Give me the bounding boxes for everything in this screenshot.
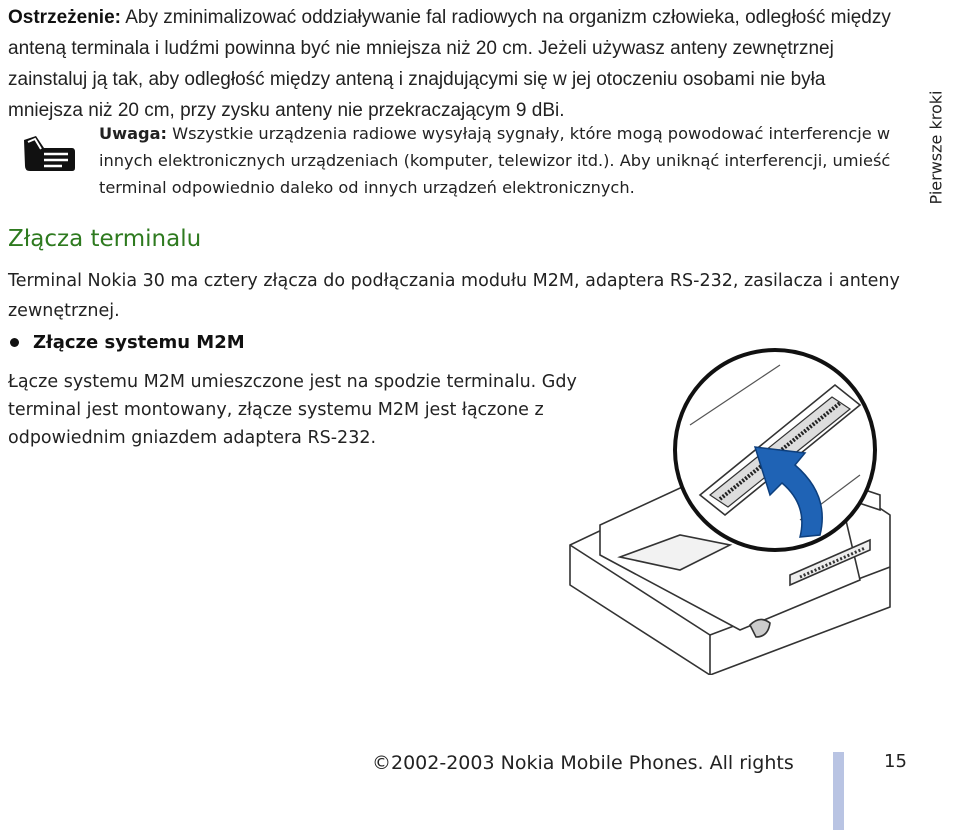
page-number: 15 — [884, 751, 907, 772]
note-hand-icon — [22, 134, 76, 172]
section-body: Łącze systemu M2M umieszczone jest na spodzie terminalu. Gdy terminal jest montowany, złącze systemu M2M jest łączone z odpowiednim gniazdem adaptera RS-232. — [8, 372, 577, 448]
section-title: Złącza terminalu — [8, 226, 202, 252]
warning-text: Aby zminimalizować oddziaływanie fal radiowych na organizm człowieka, odległość między anteną terminala i ludźmi powinna być nie mniejsza niż 20 cm. Jeżeli używasz anteny zewnętrznej zainstaluj ją tak, aby odległość między anteną i znajdującymi się w jej otoczeniu osobami nie była mniejsza niż 20 cm, przy zysku anteny nie przekraczającym 9 dBi. — [8, 7, 891, 121]
note-label: Uwaga: — [99, 124, 168, 143]
bullet-dot — [10, 338, 19, 347]
bullet-label: Złącze systemu M2M — [33, 332, 245, 353]
section-intro: Terminal Nokia 30 ma cztery złącza do podłączania modułu M2M, adaptera RS-232, zasilacza i anteny zewnętrznej. — [8, 271, 900, 321]
warning-paragraph — [8, 2, 903, 126]
warning-label: Ostrzeżenie: — [8, 7, 121, 28]
footer-copyright: ©2002-2003 Nokia Mobile Phones. All rights — [372, 752, 794, 774]
terminal-connector-illustration — [560, 345, 945, 675]
bullet-item — [8, 332, 245, 353]
footer-bar — [833, 752, 844, 830]
side-section-label: Pierwsze kroki — [926, 90, 946, 205]
note-paragraph — [99, 120, 899, 201]
note-text: Wszystkie urządzenia radiowe wysyłają sygnały, które mogą powodować interferencje w innych elektronicznych urządzeniach (komputer, telewizor itd.). Aby uniknąć interferencji, umieść terminal odpowiednio daleko od innych urządzeń elektronicznych. — [99, 124, 891, 197]
